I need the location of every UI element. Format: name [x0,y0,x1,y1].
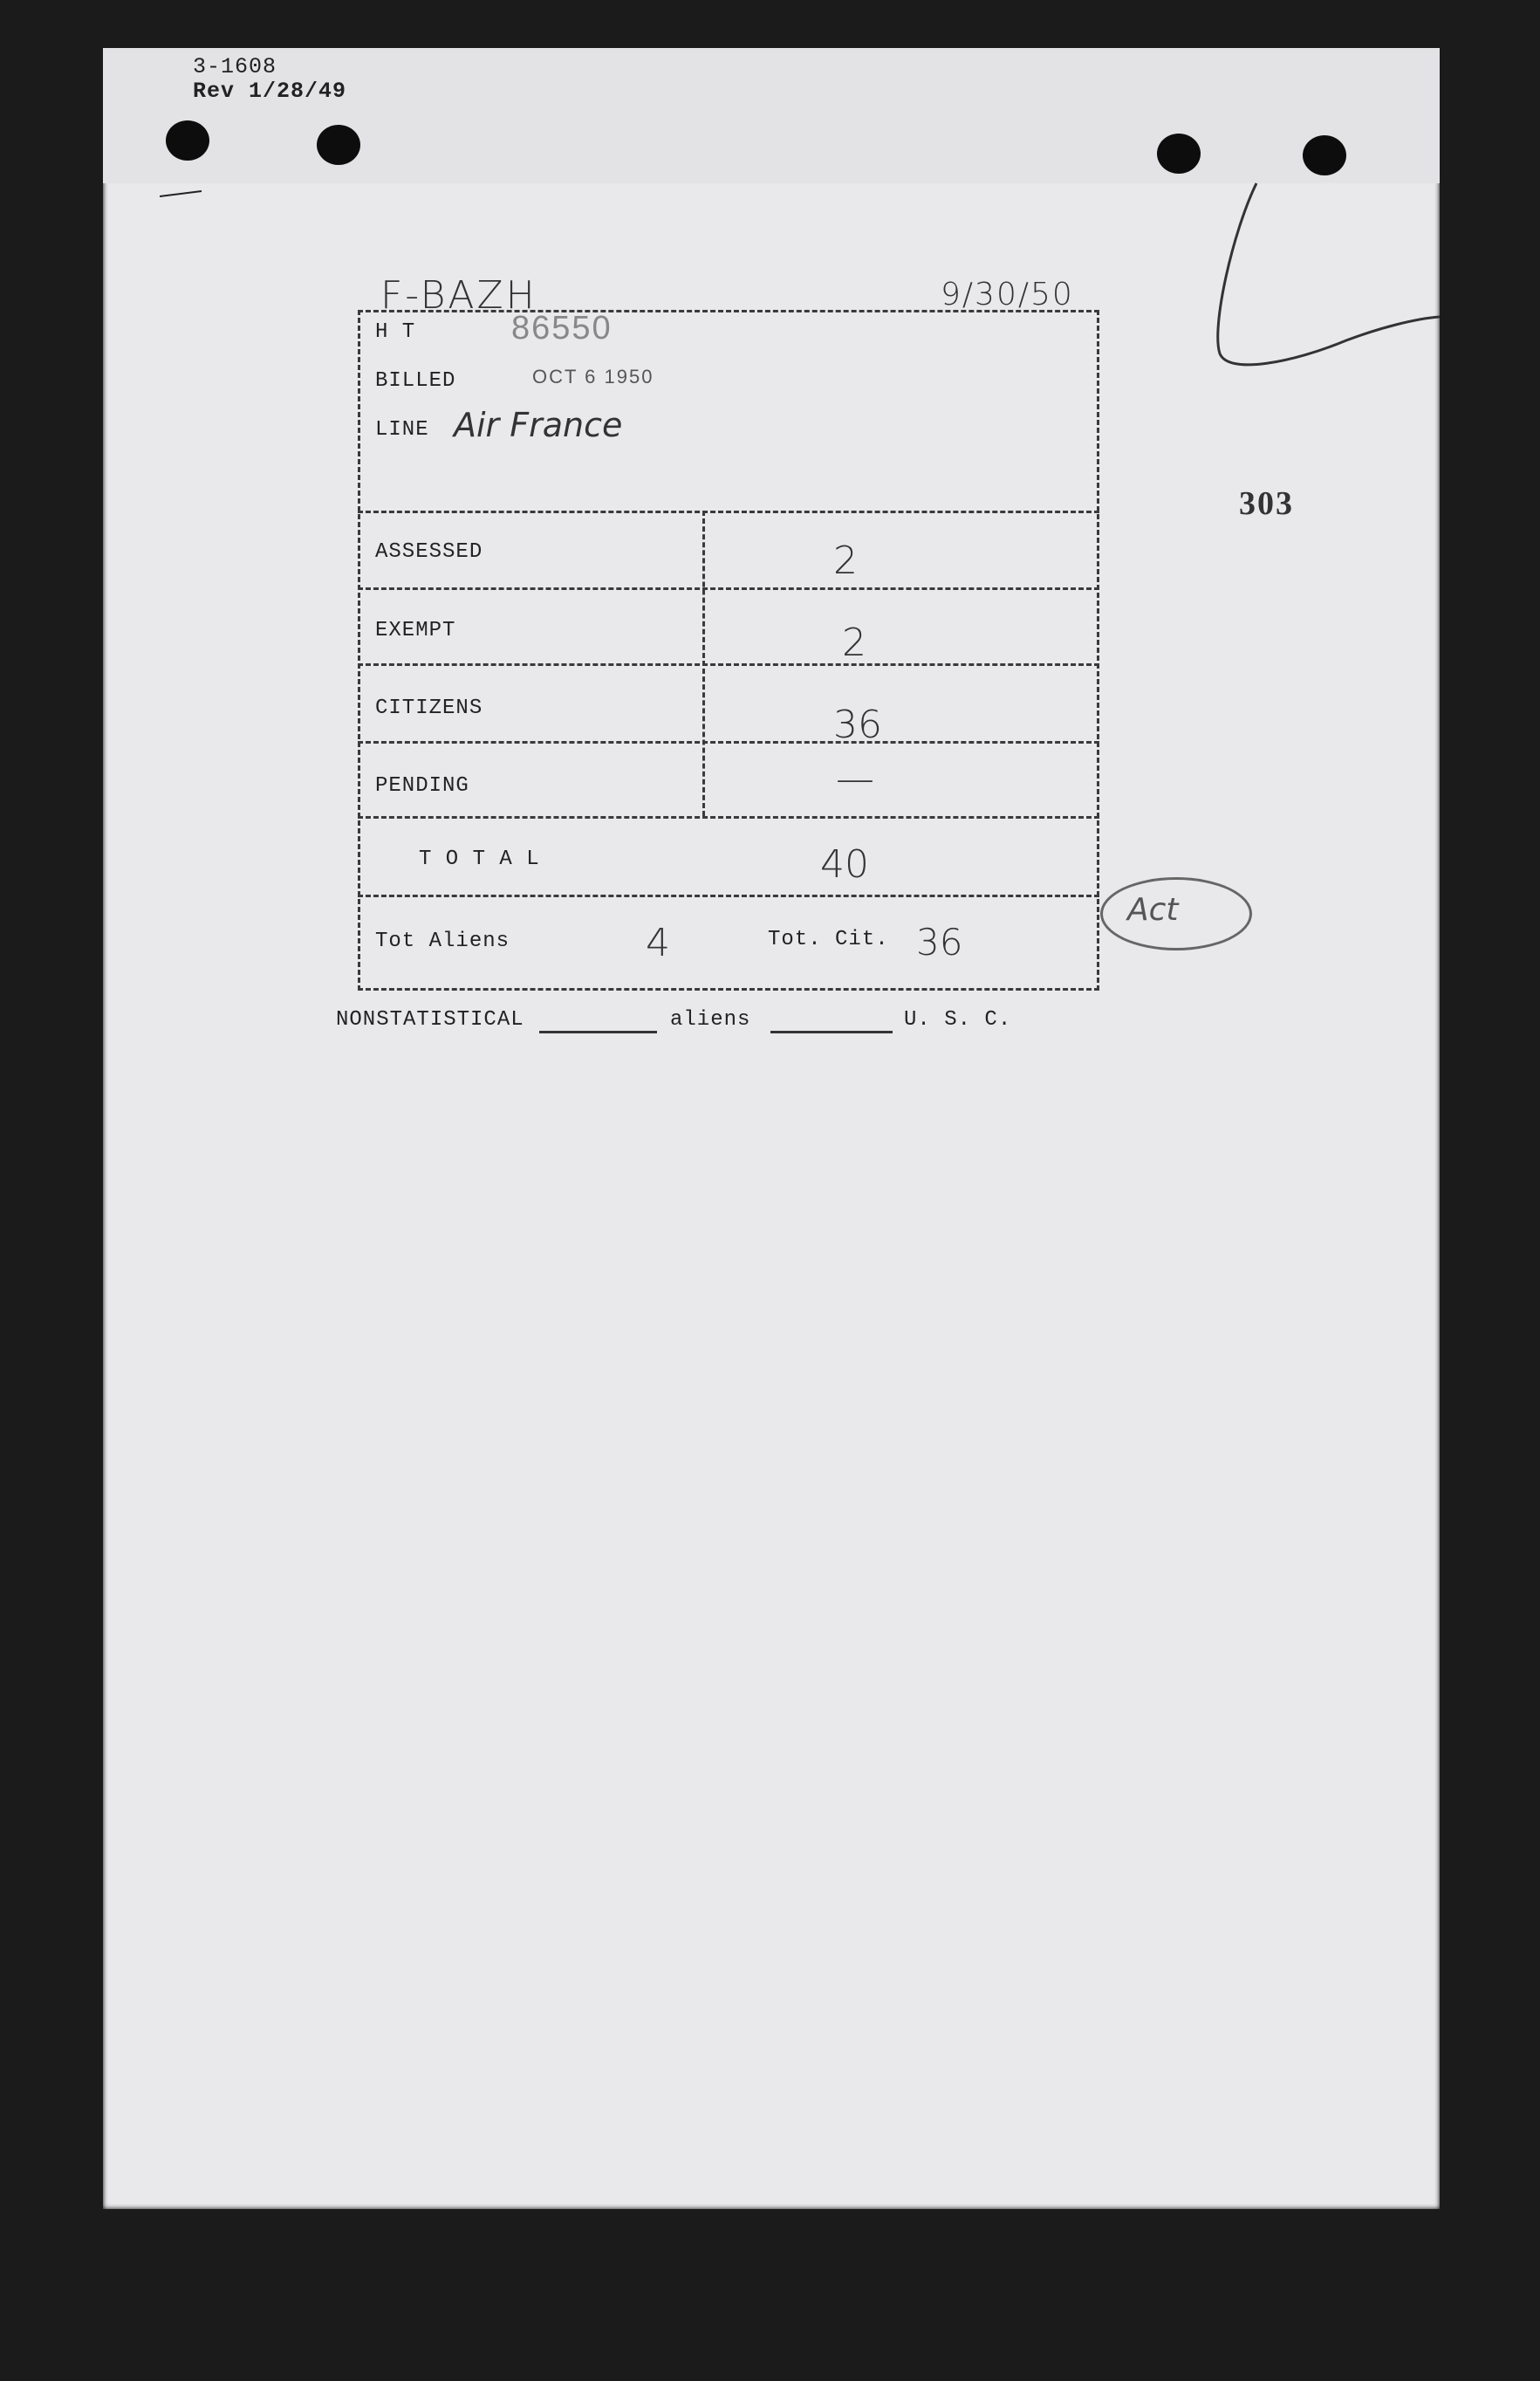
punch-hole [1303,135,1346,175]
initials-text: Act [1127,892,1179,928]
pending-label: PENDING [375,774,469,798]
punch-hole [317,125,360,165]
aircraft-registration: F-BAZH [380,273,537,318]
aliens-blank [770,1031,893,1033]
ht-label: H T [375,320,416,344]
punch-hole [1157,134,1201,174]
nonstatistical-label: NONSTATISTICAL [336,1008,524,1032]
nonstatistical-blank [539,1031,657,1033]
tot-aliens-value: 4 [646,921,670,965]
aliens-label: aliens [670,1008,751,1032]
exempt-label: EXEMPT [375,619,456,642]
usc-label: U. S. C. [904,1008,1012,1032]
tot-aliens-label: Tot Aliens [375,930,510,953]
ht-number: 86550 [511,310,613,347]
citizens-label: CITIZENS [375,696,483,720]
initials-stamp [1100,877,1252,950]
billed-label: BILLED [375,369,456,393]
exempt-value: 2 [842,621,866,665]
assessed-label: ASSESSED [375,540,483,564]
form-number: 3-1608 Rev 1/28/49 [193,54,347,104]
document-page [103,48,1440,2209]
punch-hole [166,120,209,161]
airline-name: Air France [454,406,623,444]
assessed-value: 2 [833,539,858,583]
pending-value: — [836,757,874,801]
citizens-value: 36 [833,703,882,747]
billed-date-stamp: OCT 6 1950 [532,366,654,388]
total-label: T O T A L [419,847,540,871]
total-value: 40 [820,842,869,887]
line-label: LINE [375,418,429,442]
tot-cit-label: Tot. Cit. [768,928,889,951]
arrival-date: 9/30/50 [941,277,1074,312]
tot-cit-value: 36 [916,921,963,964]
manifest-card [358,310,1099,991]
page-number: 303 [1239,485,1294,522]
